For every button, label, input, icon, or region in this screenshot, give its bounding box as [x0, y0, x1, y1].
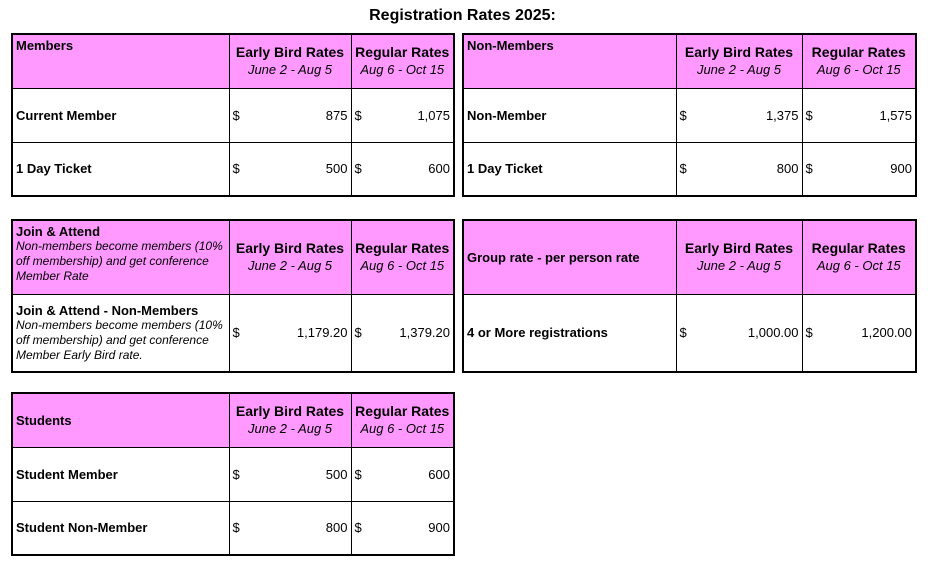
join-attend-heading: Join & Attend: [16, 224, 101, 239]
regular-header: Regular Rates Aug 6 - Oct 15: [802, 34, 916, 88]
regular-header: Regular Rates Aug 6 - Oct 15: [802, 220, 916, 294]
early-bird-header: Early Bird Rates June 2 - Aug 5: [229, 220, 351, 294]
early-bird-header: Early Bird Rates June 2 - Aug 5: [676, 220, 802, 294]
early-bird-header: Early Bird Rates June 2 - Aug 5: [676, 34, 802, 88]
row-note: Non-members become members (10% off membership) and get conference Member Early Bird rate.: [16, 317, 223, 362]
join-attend-heading-note: Non-members become members (10% off membership) and get conference Member Rate: [16, 239, 223, 283]
row-label: Student Member: [16, 466, 118, 482]
regular-title: Regular Rates: [355, 44, 450, 61]
table-row: [463, 294, 916, 372]
regular-header: Regular Rates Aug 6 - Oct 15: [351, 393, 454, 447]
row-label: 1 Day Ticket: [467, 161, 543, 177]
early-bird-header: [229, 34, 351, 88]
table-row: [12, 88, 454, 142]
table-row: [463, 142, 916, 196]
group-heading: Group rate - per person rate: [463, 220, 676, 294]
group-rate-table: [462, 219, 917, 373]
regular-price: $ 900: [802, 142, 916, 196]
table-row: [12, 447, 454, 501]
early-bird-price: $ 500: [229, 142, 351, 196]
regular-header: Regular Rates Aug 6 - Oct 15: [351, 220, 454, 294]
non-members-rate-table: [462, 33, 917, 197]
table-row: [12, 501, 454, 555]
table-row: [12, 142, 454, 196]
table-row: [12, 294, 454, 372]
early-bird-price: $ 875: [229, 88, 351, 142]
row-label: Current Member: [16, 107, 117, 123]
regular-price: $ 1,200.00: [802, 294, 916, 372]
row-label: 4 or More registrations: [467, 325, 608, 341]
non-members-heading: Non-Members: [463, 34, 676, 88]
early-bird-price: $ 800: [229, 501, 351, 555]
regular-price: $ 900: [351, 501, 454, 555]
page-title: Registration Rates 2025:: [369, 7, 556, 24]
early-bird-title: Early Bird Rates: [235, 44, 345, 61]
early-bird-price: $ 500: [229, 447, 351, 501]
members-heading: Members: [12, 34, 229, 88]
regular-dates: Aug 6 - Oct 15: [360, 62, 445, 78]
row-label: Non-Member: [467, 107, 547, 123]
students-rate-table: [11, 392, 455, 556]
students-heading: Students: [12, 393, 229, 447]
join-attend-rate-table: [11, 219, 455, 373]
regular-header: [351, 34, 454, 88]
regular-price: $ 600: [351, 447, 454, 501]
row-label: 1 Day Ticket: [16, 161, 92, 177]
regular-price: $ 1,075: [351, 88, 454, 142]
join-attend-heading-cell: [12, 220, 229, 294]
early-bird-dates: June 2 - Aug 5: [247, 62, 333, 78]
table-row: [463, 88, 916, 142]
early-bird-price: $ 1,179.20: [229, 294, 351, 372]
members-rate-table: [11, 33, 455, 197]
early-bird-price: $ 1,375: [676, 88, 802, 142]
early-bird-header: Early Bird Rates June 2 - Aug 5: [229, 393, 351, 447]
early-bird-price: $ 1,000.00: [676, 294, 802, 372]
regular-price: $ 1,379.20: [351, 294, 454, 372]
row-label: Student Non-Member: [16, 520, 148, 536]
regular-price: $ 1,575: [802, 88, 916, 142]
early-bird-price: $ 800: [676, 142, 802, 196]
row-label: Join & Attend - Non-Members: [16, 302, 199, 318]
regular-price: $ 600: [351, 142, 454, 196]
